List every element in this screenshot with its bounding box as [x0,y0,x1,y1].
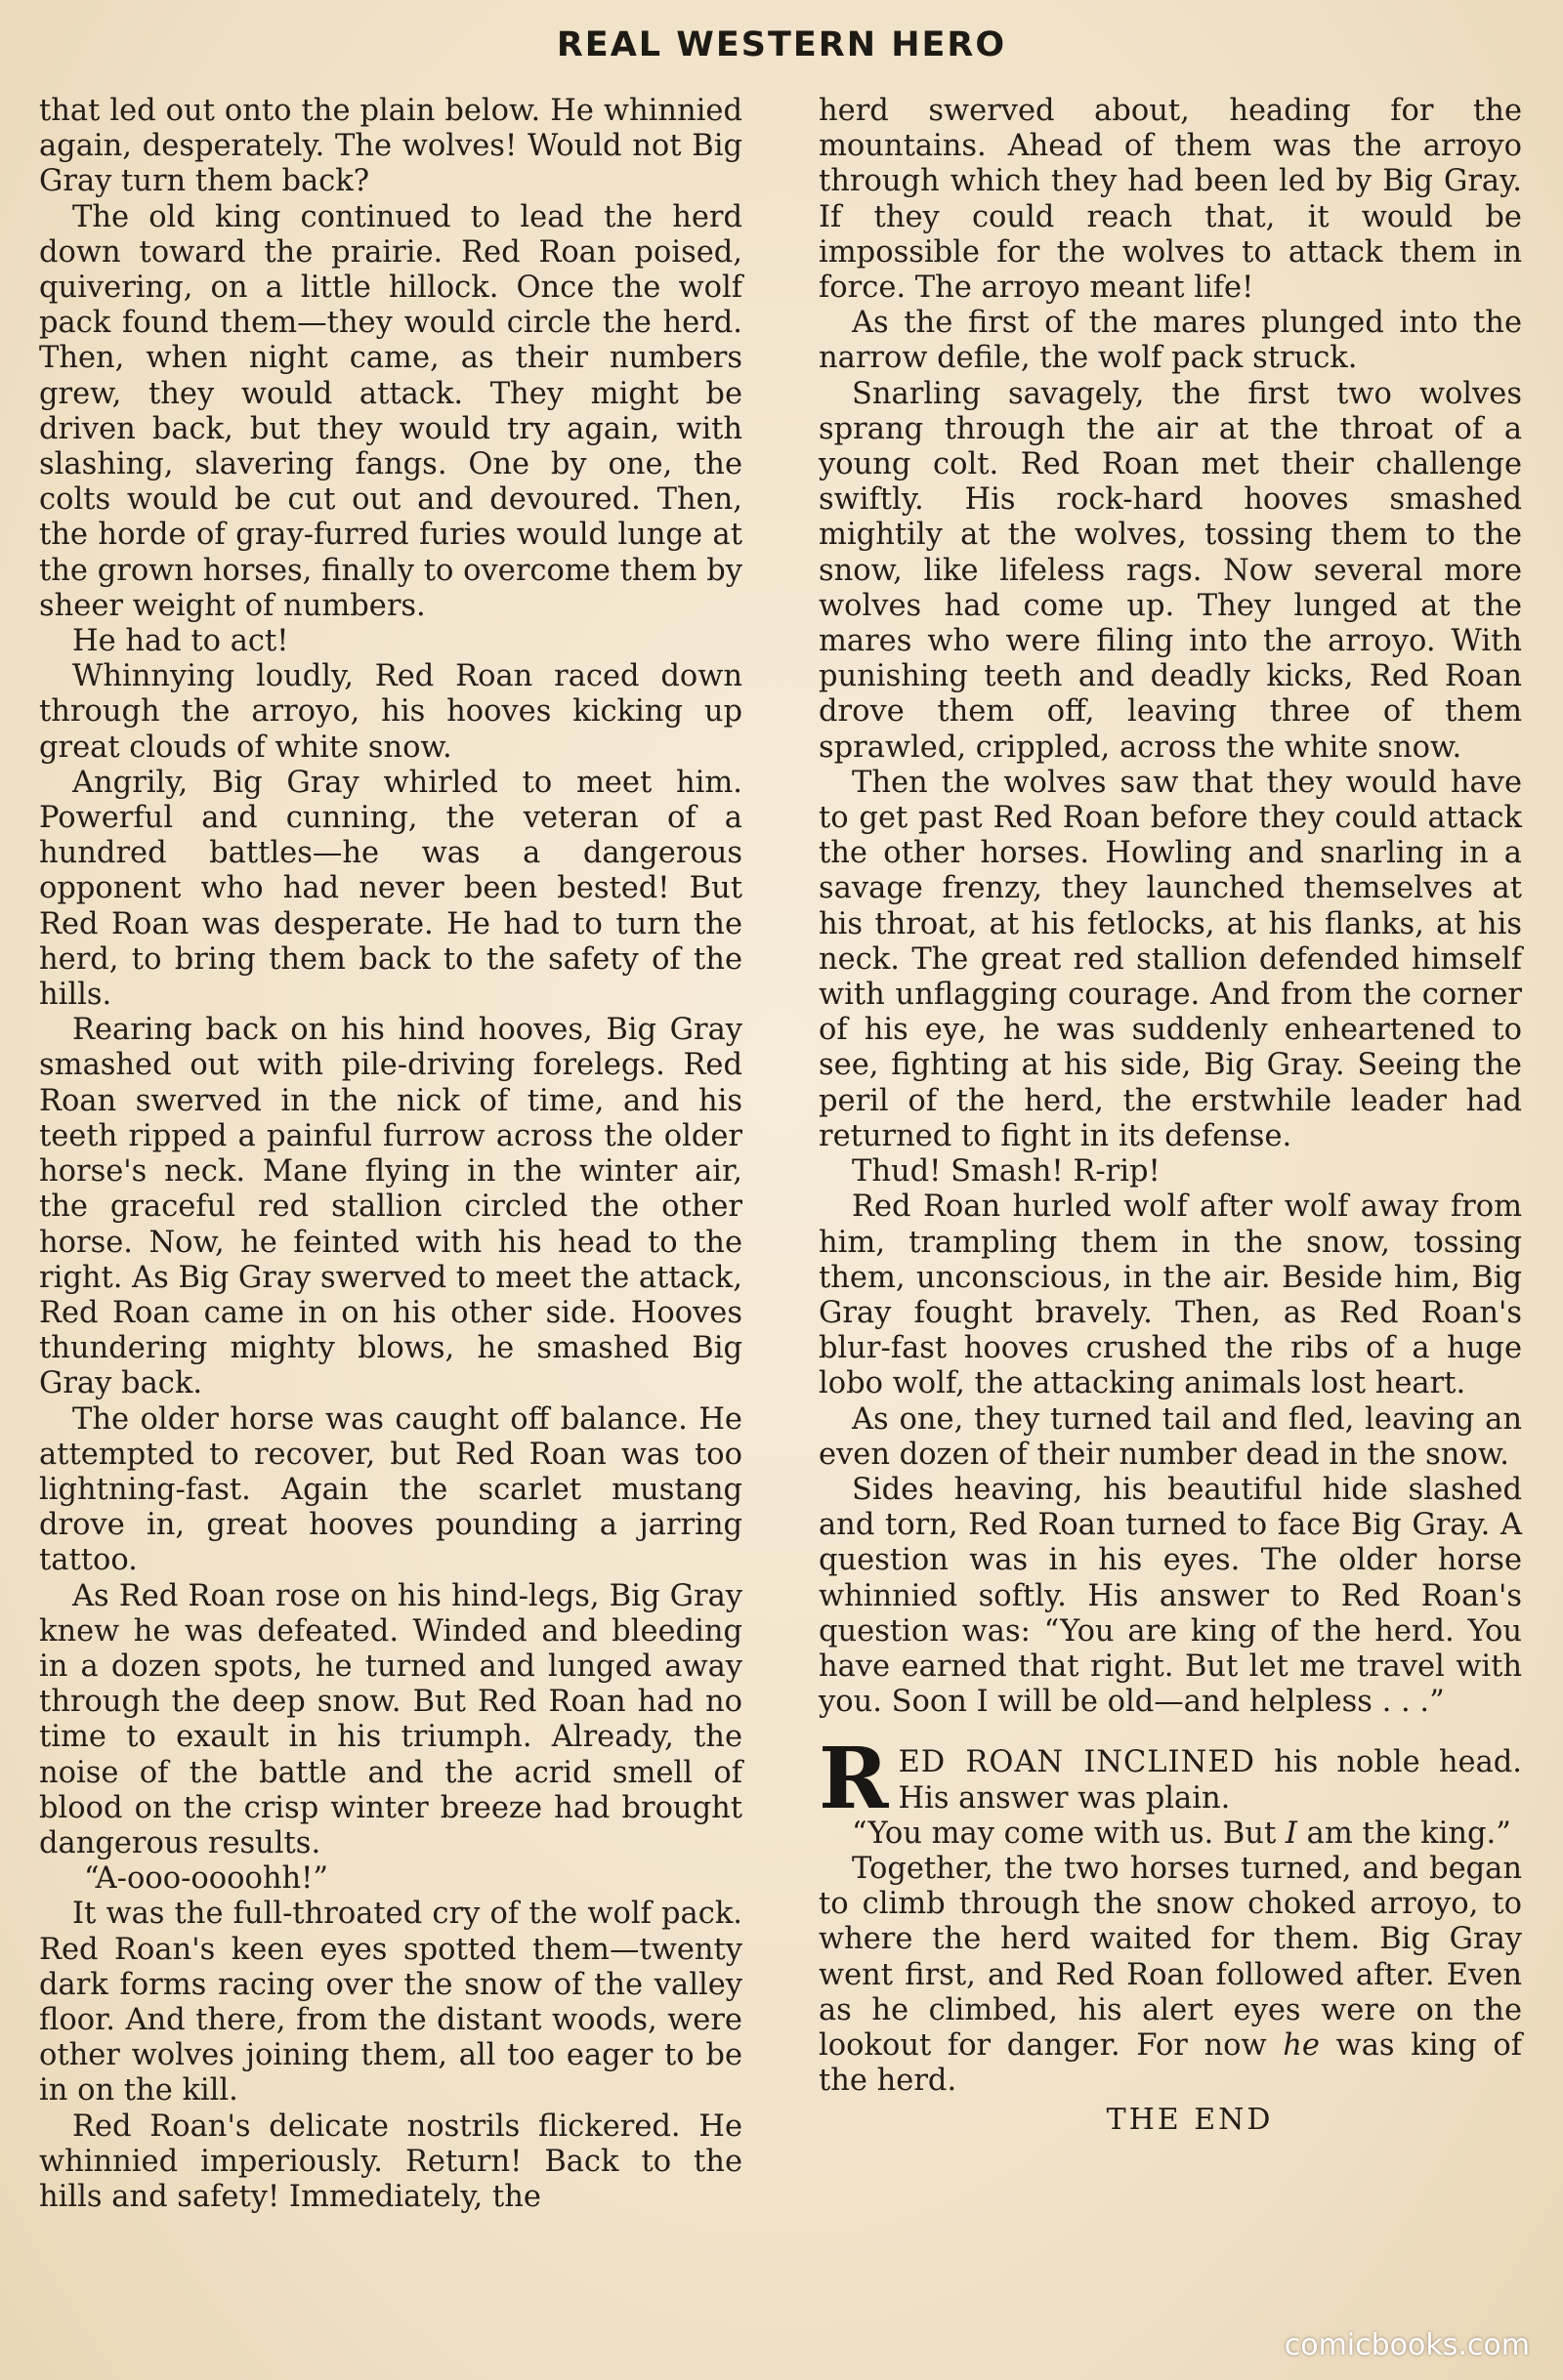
left-column [39,94,742,2215]
paragraph: Red Roan hurled wolf after wolf away from him, trampling them in the snow, tossing them, unconscious, in the air. Beside him, Big Gray fought bravely. Then, as Red Roan's blur-fast hooves crushed the ribs of a huge lobo wolf, the attacking animals lost heart. [819,1190,1522,1401]
emphasis: I [1285,1816,1297,1851]
drop-cap: R [819,1730,889,1829]
paragraph: As the first of the mares plunged into the narrow defile, the wolf pack struck. [819,306,1522,376]
paragraph-text: his noble head. His answer was plain. [898,1745,1522,1816]
paragraph [819,1852,1522,2099]
paragraph: The old king continued to lead the herd down toward the prairie. Red Roan poised, quivering, on a little hillock. Once the wolf pack found them—they would circle the herd. Then, when night came, as their numbers grew, they would attack. They might be driven back, but they would try again, with slashing, slavering fangs. One by one, the colts would be cut out and devoured. Then, the horde of gray-furred furies would lunge at the grown horses, finally to overcome them by sheer weight of numbers. [39,199,742,623]
paragraph [819,1816,1522,1852]
right-column [819,94,1522,2139]
the-end-label: THE END [1106,2103,1274,2138]
paragraph: The older horse was caught off balance. He attempted to recover, but Red Roan was too lightning-fast. Again the scarlet mustang drove in, great hooves pounding a jarring tattoo. [39,1401,742,1578]
paragraph: It was the full-throated cry of the wolf pack. Red Roan's keen eyes spotted them—twenty dark forms racing over the snow of the valley floor. And there, from the distant woods, were other wolves joining them, all too eager to be in on the kill. [39,1897,742,2109]
paragraph: Rearing back on his hind hooves, Big Gray smashed out with pile-driving forelegs. Red Roan swerved in the nick of time, and his teeth ripped a painful furrow across the older horse's neck. Mane flying in the winter air, the graceful red stallion circled the other horse. Now, he feinted with his head to the right. As Big Gray swerved to meet the attack, Red Roan came in on his other side. Hooves thundering mighty blows, he smashed Big Gray back. [39,1013,742,1401]
paragraph: herd swerved about, heading for the mountains. Ahead of them was the arroyo through which they had been led by Big Gray. If they could reach that, it would be impossible for the wolves to attack them in force. The arroyo meant life! [819,94,1522,306]
emphasis: he [1283,2027,1320,2063]
text-span: am the king.” [1296,1816,1511,1851]
page-header: REAL WESTERN HERO [556,25,1007,64]
text-span: was king of the herd. [819,2027,1522,2099]
watermark: comicbooks.com [1284,2328,1530,2362]
sound-effect-line: “A-ooo-oooohh!” [84,1861,328,1897]
text-span: “You may come with us. But [852,1816,1286,1851]
paragraph: that led out onto the plain below. He whinnied again, desperately. The wolves! Would not Big Gray turn them back? [39,94,742,199]
text-span: Together, the two horses turned, and began to climb through the snow choked arroyo, to where the herd waited for them. Big Gray went first, and Red Roan followed after. Even as he climbed, his alert eyes were on the lookout for danger. For now [819,1851,1522,2063]
paragraph: Angrily, Big Gray whirled to meet him. Powerful and cunning, the veteran of a hundred battles—he was a dangerous opponent who had never been bested! But Red Roan was desperate. He had to turn the herd, to bring them back to the safety of the hills. [39,765,742,1013]
paragraph: Snarling savagely, the first two wolves sprang through the air at the throat of a young colt. Red Roan met their challenge swiftly. His rock-hard hooves smashed mightily at the wolves, tossing them to the snow, like lifeless rags. Now several more wolves had come up. They lunged at the mares who were filing into the arroyo. With punishing teeth and deadly kicks, Red Roan drove them off, leaving three of them sprawled, crippled, across the white snow. [819,376,1522,765]
paragraph: As Red Roan rose on his hind-legs, Big Gray knew he was defeated. Winded and bleeding in a dozen spots, he turned and lunged away through the deep snow. But Red Roan had no time to exault in his triumph. Already, the noise of the battle and the acrid smell of blood on the crisp winter breeze had brought dangerous results. [39,1578,742,1860]
paragraph: He had to act! [72,624,289,659]
lead-in: ED ROAN INCLINED [898,1745,1255,1780]
paragraph: Red Roan's delicate nostrils flickered. He whinnied imperiously. Return! Back to the hills and safety! Immediately, the [39,2109,742,2214]
paragraph: Whinnying loudly, Red Roan raced down through the arroyo, his hooves kicking up great clouds of white snow. [39,659,742,765]
paragraph: As one, they turned tail and fled, leaving an even dozen of their number dead in the snow. [819,1401,1522,1472]
paragraph: Then the wolves saw that they would have to get past Red Roan before they could attack the other horses. Howling and snarling in a savage frenzy, they launched themselves at his throat, at his fetlocks, at his flanks, at his neck. The great red stallion defended himself with unflagging courage. And from the corner of his eye, he was suddenly enheartened to see, fighting at his side, Big Gray. Seeing the peril of the herd, the erstwhile leader had returned to fight in its defense. [819,765,1522,1153]
drop-cap-paragraph [819,1730,1522,1829]
paragraph: Sides heaving, his beautiful hide slashed and torn, Red Roan turned to face Big Gray. A question was in his eyes. The older horse whinnied softly. His answer to Red Roan's question was: “You are king of the herd. You have earned that right. But let me travel with you. Soon I will be old—and helpless . . .” [819,1472,1522,1720]
sound-effect-line: Thud! Smash! R-rip! [852,1154,1161,1190]
